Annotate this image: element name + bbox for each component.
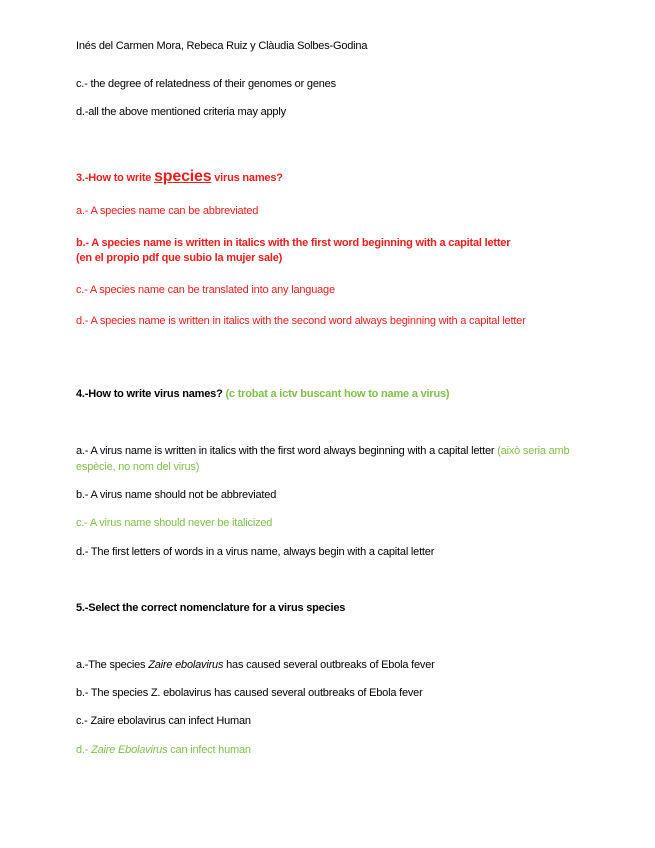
question-4-option-c: c.- A virus name should never be italicized — [76, 517, 273, 529]
question-3-prefix: 3.-How to write — [76, 172, 155, 184]
question-4-option-a — [76, 443, 586, 475]
question-5-option-d-italic: Zaire Ebolavirus — [91, 744, 168, 756]
question-3-suffix: virus names? — [211, 172, 283, 184]
question-5-option-b: b.- The species Z. ebolavirus has caused several outbreaks of Ebola fever — [76, 687, 423, 699]
question-3-emph: species — [154, 168, 212, 185]
question-4-option-d: d.- The first letters of words in a virus name, always begin with a capital letter — [76, 546, 435, 558]
question-4-title-text: 4.-How to write virus names? — [76, 388, 223, 400]
question-4-option-a-note: (això seria amb espècie, no nom del virus) — [76, 445, 570, 473]
question-4-title — [76, 386, 586, 402]
question-5-option-d — [76, 742, 586, 758]
question-5-option-a-italic: Zaire ebolavirus — [148, 659, 224, 671]
question-4-option-b: b.- A virus name should not be abbreviated — [76, 489, 277, 501]
question-4-note: (c trobat a ictv buscant how to name a virus) — [225, 388, 450, 400]
authors-header: Inés del Carmen Mora, Rebeca Ruiz y Clàudia Solbes-Godina — [76, 40, 368, 52]
question-3-option-c: c.- A species name can be translated into any language — [76, 284, 335, 296]
question-3-option-b-line1: b.- A species name is written in italics with the first word beginning with a capital letter — [76, 237, 511, 249]
question-5-option-a-pre: a.-The species — [76, 659, 149, 671]
question-3-option-d: d.- A species name is written in italics with the second word always beginning with a capital letter — [76, 315, 526, 327]
prev-option-d: d.-all the above mentioned criteria may apply — [76, 106, 286, 118]
question-3-option-b-line2: (en el propio pdf que subio la mujer sale) — [76, 252, 283, 264]
question-5-option-c: c.- Zaire ebolavirus can infect Human — [76, 715, 251, 727]
question-3-title — [76, 167, 586, 188]
prev-option-c: c.- the degree of relatedness of their genomes or genes — [76, 78, 336, 90]
question-3-option-a: a.- A species name can be abbreviated — [76, 205, 259, 217]
question-5-option-a — [76, 657, 586, 673]
question-5-option-d-post: can infect human — [167, 744, 251, 756]
question-5-title: 5.-Select the correct nomenclature for a virus species — [76, 602, 346, 614]
question-5-option-a-post: has caused several outbreaks of Ebola fever — [223, 659, 435, 671]
question-5-option-d-pre: d.- — [76, 744, 92, 756]
question-4-option-a-text: a.- A virus name is written in italics with the first word always beginning with a capital letter — [76, 445, 495, 457]
